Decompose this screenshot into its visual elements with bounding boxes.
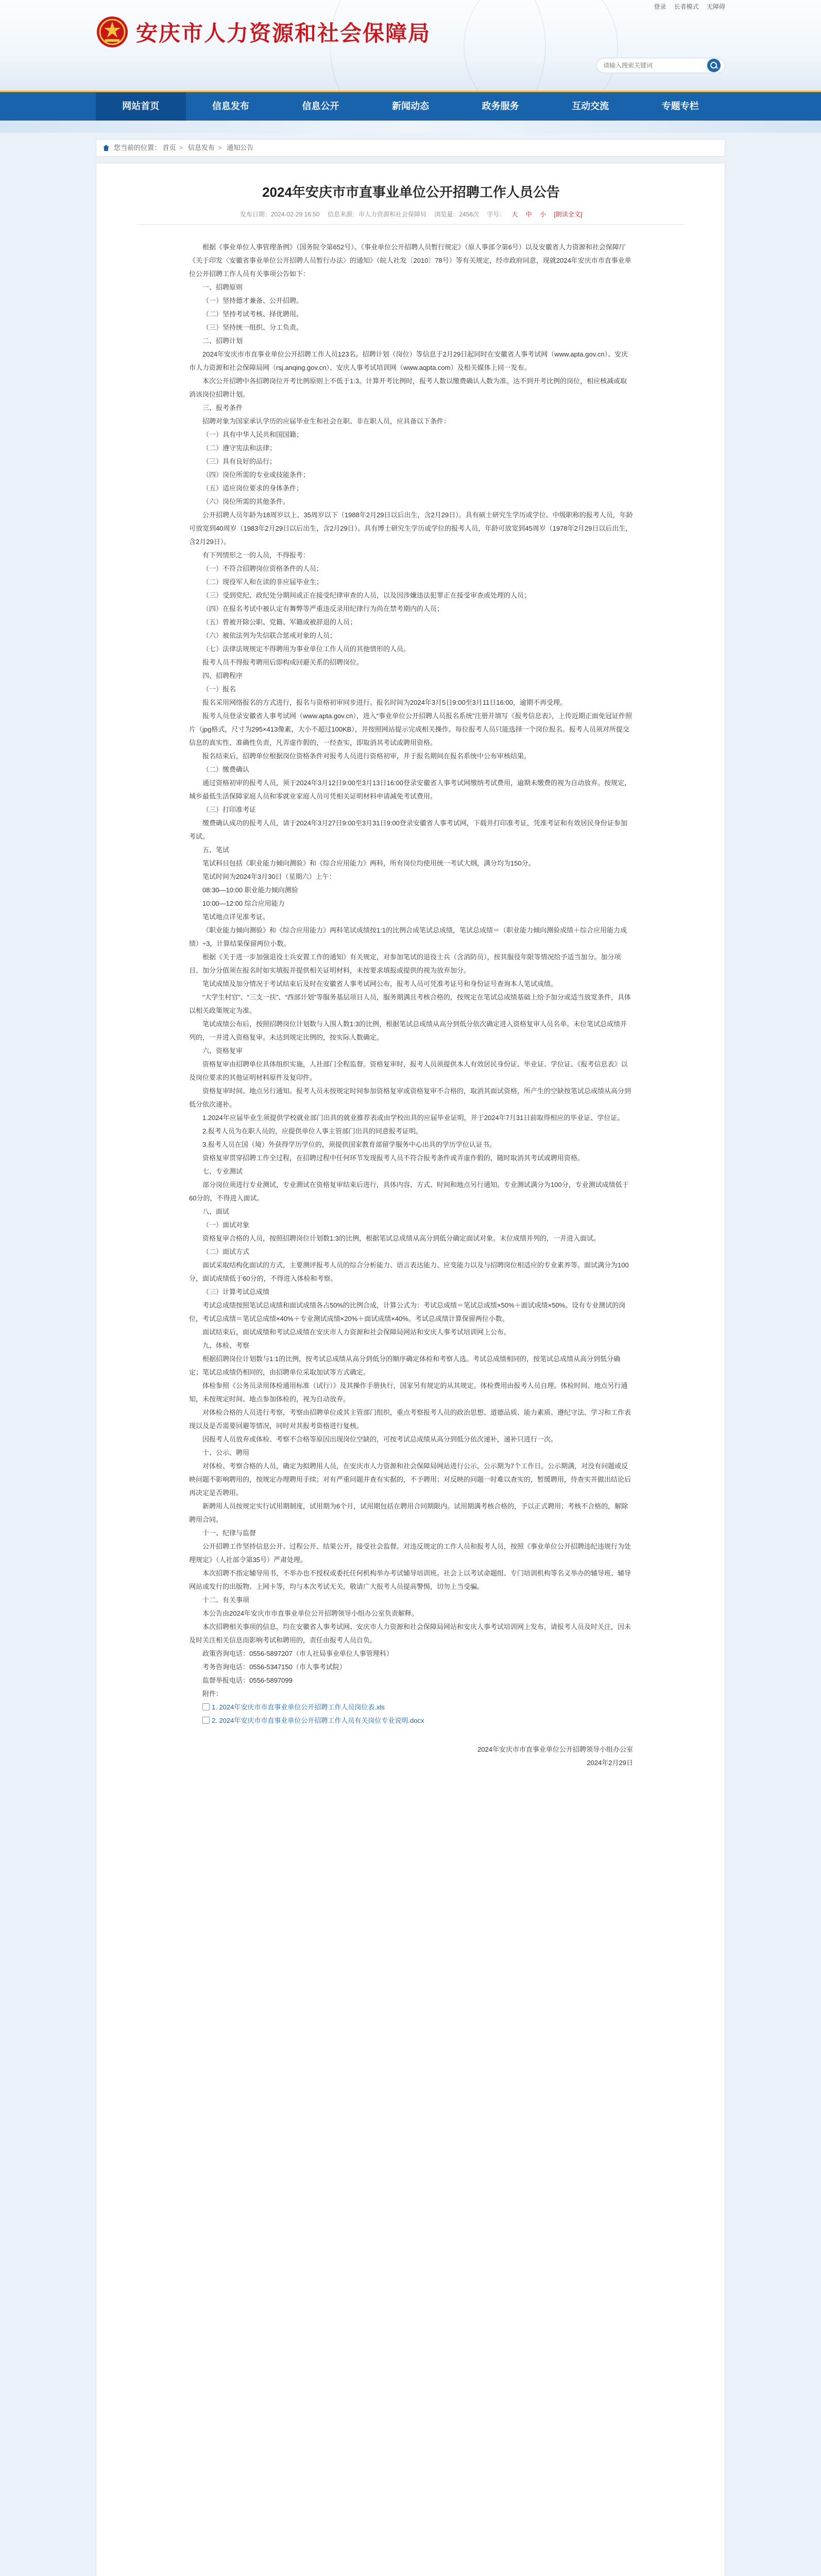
article-paragraph: 2.报考人员为在职人员的，应提供单位人事主管部门出具的同意报考证明。 bbox=[202, 1127, 422, 1135]
article-paragraph: 1.2024年应届毕业生须提供学校就业部门出具的就业推荐表或由学校出具的应届毕业证明，并于2024年7月31日前取得相应的毕业证、学位证。 bbox=[202, 1114, 624, 1122]
search-input[interactable] bbox=[597, 58, 705, 73]
home-icon bbox=[102, 144, 110, 151]
article-paragraph: 本次公开招聘中各招聘岗位开考比例原则上不低于1:3。计算开考比例时，报考人数以缴费确认人数为准。达不到开考比例的岗位，相应核减或取消该岗位招聘计划。 bbox=[189, 377, 627, 398]
article-paragraph: （三）具有良好的品行； bbox=[202, 457, 277, 465]
article-paragraph: （二）现役军人和在读的非应届毕业生； bbox=[202, 578, 323, 586]
nav-home[interactable]: 网站首页 bbox=[96, 92, 186, 122]
top-links bbox=[647, 2, 725, 11]
view-count: 浏览量：2456次 bbox=[434, 211, 480, 218]
breadcrumb-info-release[interactable]: 信息发布 bbox=[187, 144, 215, 151]
article-body bbox=[189, 241, 633, 1727]
article-paragraph: （三）计算考试总成绩 bbox=[202, 1288, 270, 1296]
breadcrumb: 您当前的位置： 首页 > 信息发布 > 通知公告 bbox=[96, 139, 725, 157]
article-paragraph: 通过资格初审的报考人员，须于2024年3月12日9:00至3月13日16:00登录安徽省人事考试网缴纳考试费用，逾期未缴费的视为自动放弃。按规定，城乡最低生活保障家庭人员和零就业家庭人员可凭相关证明材料申请减免考试费用。 bbox=[189, 779, 631, 800]
nav-interaction[interactable]: 互动交流 bbox=[572, 101, 609, 111]
article-paragraph: （二）坚持考试考核、择优聘用。 bbox=[202, 310, 303, 318]
read-aloud-button[interactable]: [朗读全文] bbox=[554, 211, 583, 218]
article-paragraph: 对体检合格的人员进行考察，考察由招聘单位或其主管部门组织，重点考察报考人员的政治思想、道德品质、能力素质、遵纪守法、学习和工作表现以及是否需要回避等情况，同时对其报考资格进行复核。 bbox=[189, 1409, 631, 1430]
article-paragraph: （一）具有中华人民共和国国籍； bbox=[202, 431, 303, 438]
article-paragraph: 报名采用网络报名的方式进行，报名与资格初审同步进行。报名时间为2024年3月5日9:00至3月11日16:00，逾期不再受理。 bbox=[202, 699, 567, 706]
attachment-label[interactable]: 1. 2024年安庆市市直事业单位公开招聘工作人员岗位表.xls bbox=[212, 1703, 385, 1711]
article-paragraph: （三）打印准考证 bbox=[202, 806, 256, 814]
article-paragraph: 根据《关于进一步加强退役士兵安置工作的通知》有关规定，对参加笔试的退役士兵（含消防员），按其服役年限等情况给予适当加分。加分项目、加分分值须在报名时如实填报并提供相关证明材料，未按要求填报或提供的视为放弃加分。 bbox=[189, 953, 621, 974]
article-paragraph: 公开招聘工作坚持信息公开、过程公开、结果公开，接受社会监督。对违反规定的工作人员和报考人员，按照《事业单位公开招聘违纪违规行为处理规定》（人社部令第35号）严肃处理。 bbox=[189, 1543, 631, 1564]
article-paragraph: 本次招聘不指定辅导用书，不举办也不授权或委托任何机构举办考试辅导培训班。社会上以考试命题组、专门培训机构等名义举办的辅导班、辅导网站或发行的出版物、上网卡等，均与本次考试无关，敬请广大报考人员提高警惕，切勿上当受骗。 bbox=[189, 1569, 631, 1590]
article-paragraph: 考试总成绩按照笔试总成绩和面试成绩各占50%的比例合成，计算公式为：考试总成绩＝笔试总成绩×50%＋面试成绩×50%。设有专业测试的岗位，考试总成绩＝笔试总成绩×40%＋专业测试成绩×20%＋面试成绩×40%。考试总成绩计算保留两位小数。 bbox=[189, 1301, 626, 1323]
nav-services[interactable]: 政务服务 bbox=[482, 101, 519, 111]
article-paragraph: （五）曾被开除公职、党籍、军籍或被辞退的人员； bbox=[202, 618, 357, 626]
article-paragraph: 六、资格复审 bbox=[202, 1047, 243, 1055]
article-paragraph: 2024年安庆市市直事业单位公开招聘工作人员123名。招聘计划（岗位）等信息于2月29日起同时在安徽省人事考试网（www.apta.gov.cn）、安庆市人力资源和社会保障局网（rsj.anqing.gov.cn）、安庆人事考试培训网（www.aqpta.com）及相关媒体上同一发布。 bbox=[189, 350, 628, 371]
breadcrumb-home[interactable]: 首页 bbox=[162, 144, 176, 151]
article-paragraph: 新聘用人员按规定实行试用期制度，试用期为6个月，试用期包括在聘用合同期限内。试用期满考核合格的，予以正式聘用；考核不合格的，解除聘用合同。 bbox=[189, 1502, 628, 1523]
article-paragraph: 十二、有关事项 bbox=[202, 1596, 250, 1604]
article-paragraph: 3.报考人员在国（境）外获得学历学位的，须提供国家教育部留学服务中心出具的学历学位认证书。 bbox=[202, 1141, 496, 1148]
article-signature bbox=[189, 1743, 633, 1770]
article-paragraph: （三）坚持统一组织、分工负责。 bbox=[202, 324, 303, 331]
article-paragraph: 五、笔试 bbox=[202, 846, 230, 854]
info-source: 信息来源：市人力资源和社会保障局 bbox=[327, 211, 426, 218]
site-logo[interactable] bbox=[96, 15, 431, 48]
article-paragraph: 体检参照《公务员录用体检通用标准（试行）》及其操作手册执行，国家另有规定的从其规定。体检费用由报考人员自理。体检时间、地点另行通知，未按规定时间、地点参加体检的，视为自动放弃。 bbox=[189, 1382, 628, 1403]
search-icon[interactable] bbox=[707, 59, 721, 72]
national-emblem-icon bbox=[96, 15, 129, 48]
article-paragraph: 笔试地点详见准考证。 bbox=[202, 913, 270, 921]
article-paragraph: 考务咨询电话：0556-5347150（市人事考试院） bbox=[202, 1663, 346, 1671]
article-paragraph: （一）面试对象 bbox=[202, 1221, 250, 1229]
article-paragraph: 有下列情形之一的人员，不得报考： bbox=[202, 551, 310, 559]
article-meta bbox=[96, 210, 726, 218]
article-paragraph: （五）适应岗位要求的身体条件； bbox=[202, 484, 303, 492]
article-paragraph: （一）不符合招聘岗位资格条件的人员； bbox=[202, 565, 323, 572]
attachment-icon bbox=[202, 1703, 210, 1710]
article-paragraph: 一、招聘原则 bbox=[202, 283, 243, 291]
publish-date: 发布日期：2024-02-29 16:50 bbox=[240, 211, 320, 218]
article-paragraph: 七、专业测试 bbox=[202, 1167, 243, 1175]
article-paragraph: 缴费确认成功的报考人员，请于2024年3月27日9:00至3月31日9:00登录安徽省人事考试网，下载并打印准考证，凭准考证和有效居民身份证参加考试。 bbox=[189, 819, 627, 840]
font-size-small[interactable]: 小 bbox=[540, 211, 546, 218]
article-paragraph: （七）法律法规规定不得聘用为事业单位工作人员的其他情形的人员。 bbox=[202, 645, 410, 653]
article-paragraph: 报名结束后，招聘单位根据岗位资格条件对报考人员进行资格初审，并于报名期间在报名系统中公布审核结果。 bbox=[202, 752, 531, 760]
article-paragraph: （六）被依法列为失信联合惩戒对象的人员； bbox=[202, 632, 337, 639]
article-paragraph: 根据招聘岗位计划数与1:1的比例，按考试总成绩从高分到低分的顺序确定体检和考察人选。考试总成绩相同的，按笔试总成绩从高分到低分确定；笔试总成绩仍相同的，由招聘单位采取加试等方式确定。 bbox=[189, 1355, 621, 1376]
article-paragraph: 面试采取结构化面试的方式，主要测评报考人员的综合分析能力、语言表达能力、应变能力以及与招聘岗位相适应的专业素养等。面试满分为100分，面试成绩低于60分的，不得进入体检和考察。 bbox=[189, 1261, 629, 1282]
nav-special-topics[interactable]: 专题专栏 bbox=[661, 101, 699, 111]
attachment-label[interactable]: 2. 2024年安庆市市直事业单位公开招聘工作人员有关岗位专业说明.docx bbox=[212, 1717, 424, 1724]
nav-news[interactable]: 新闻动态 bbox=[392, 101, 430, 111]
article-paragraph: 10:00—12:00 综合应用能力 bbox=[202, 900, 285, 907]
attachment-icon bbox=[202, 1717, 210, 1724]
article-paragraph: （二）遵守宪法和法律； bbox=[202, 444, 277, 452]
article-paragraph: 08:30—10:00 职业能力倾向测验 bbox=[202, 886, 298, 894]
attachment-link[interactable] bbox=[189, 1701, 633, 1714]
article-paragraph: 三、报考条件 bbox=[202, 404, 243, 412]
article-paragraph: 本公告由2024年安庆市市直事业单位公开招聘领导小组办公室负责解释。 bbox=[202, 1609, 418, 1617]
article-paragraph: 十、公示、聘用 bbox=[202, 1449, 250, 1456]
site-header bbox=[0, 0, 821, 91]
article-paragraph: 因报考人员放弃或体检、考察不合格等原因出现岗位空缺的，可按考试总成绩从高分到低分依次递补，递补只进行一次。 bbox=[202, 1435, 558, 1443]
nav-info-disclosure[interactable]: 信息公开 bbox=[302, 101, 339, 111]
article-paragraph: 对体检、考察合格的人员，确定为拟聘用人员，在安庆市人力资源和社会保障局网站进行公示，公示期为7个工作日。公示期满，对没有问题或反映问题不影响聘用的，按规定办理聘用手续；对有严重问题并查有实据的，不予聘用；对反映的问题一时难以查实的，暂缓聘用，待查实并做出结论后再决定是否聘用。 bbox=[189, 1462, 631, 1497]
article-paragraph: 资格复审合格的人员，按照招聘岗位计划数1:3的比例，根据笔试总成绩从高分到低分确定面试对象。末位成绩并列的，一并进入面试。 bbox=[202, 1234, 601, 1242]
article-paragraph: 招聘对象为国家承认学历的应届毕业生和社会在职、非在职人员，应具备以下条件： bbox=[202, 417, 451, 425]
article-paragraph: 九、体检、考察 bbox=[202, 1342, 250, 1349]
article-paragraph: （一）报名 bbox=[202, 685, 236, 693]
article-paragraph: 《职业能力倾向测验》和《综合应用能力》两科笔试成绩按1:1的比例合成笔试总成绩，笔试总成绩＝（职业能力倾向测验成绩＋综合应用能力成绩）÷3，计算结果保留两位小数。 bbox=[189, 926, 627, 947]
article-paragraph: 监督举报电话：0556-5897099 bbox=[202, 1676, 293, 1684]
article-paragraph: 二、招聘计划 bbox=[202, 337, 243, 345]
header-watermark bbox=[464, 0, 618, 91]
article-paragraph: 本次招聘相关事项的信息，均在安徽省人事考试网、安庆市人力资源和社会保障局网站和安庆人事考试培训网上发布，请报考人员及时关注，因未及时关注相关信息而影响考试和聘用的，责任由报考人员自负。 bbox=[189, 1623, 631, 1644]
article-paragraph: 政策咨询电话：0556-5897207（市人社局事业单位人事管理科） bbox=[202, 1650, 393, 1657]
breadcrumb-notices[interactable]: 通知公告 bbox=[227, 144, 254, 151]
article-paragraph: 报考人员登录安徽省人事考试网（www.apta.gov.cn），进入“事业单位公开招聘人员报名系统”注册并填写《报考信息表》，上传近期正面免冠证件照片（jpg格式，尺寸为295×413像素，大小不超过100KB），并按照网站提示完成相关操作。每位报考人员只能选择一个岗位报名。报考人员须对所提交信息的真实性、准确性负责，凡弄虚作假的，一经查实，即取消其考试或聘用资格。 bbox=[189, 712, 632, 747]
article-paragraph: 笔试成绩及加分情况于考试结束后及时在安徽省人事考试网公布，报考人员可凭准考证号和身份证号查询本人笔试成绩。 bbox=[202, 980, 558, 988]
article-paragraph: 资格复审时间、地点另行通知。报考人员未按规定时间参加资格复审或资格复审不合格的，取消其面试资格，所产生的空缺按笔试总成绩从高分到低分依次递补。 bbox=[189, 1087, 631, 1108]
banner-strip bbox=[0, 121, 821, 133]
font-size-label: 字号： bbox=[487, 211, 506, 218]
login-link[interactable]: 登录 bbox=[654, 3, 666, 10]
article-paragraph: 资格复审贯穿招聘工作全过程，在招聘过程中任何环节发现报考人员不符合报考条件或弄虚作假的，随时取消其考试或聘用资格。 bbox=[202, 1154, 585, 1162]
article-paragraph: （一）坚持德才兼备、公开招聘。 bbox=[202, 297, 303, 304]
article-paragraph: 八、面试 bbox=[202, 1208, 230, 1215]
article-paragraph: 面试结束后，面试成绩和考试总成绩在安庆市人力资源和社会保障局网站和安庆人事考试培训网上公布。 bbox=[202, 1328, 511, 1336]
article-paragraph: （三）受到党纪、政纪处分期间或正在接受纪律审查的人员，以及因涉嫌违法犯罪正在接受审查或处理的人员； bbox=[202, 591, 531, 599]
article-paragraph: 部分岗位须进行专业测试，专业测试在资格复审结束后进行，具体内容、方式、时间和地点另行通知。专业测试满分为100分，专业测试成绩低于60分的，不得进入面试。 bbox=[189, 1181, 629, 1202]
article-paragraph: （六）岗位所需的其他条件。 bbox=[202, 498, 290, 505]
site-title: 安庆市人力资源和社会保障局 bbox=[136, 21, 431, 46]
font-size-large[interactable]: 大 bbox=[511, 211, 518, 218]
sign-date: 2024年2月29日 bbox=[587, 1759, 633, 1767]
article-paragraph: 笔试科目包括《职业能力倾向测验》和《综合应用能力》两科，所有岗位均使用统一考试大纲，满分均为150分。 bbox=[202, 859, 535, 867]
meta-divider bbox=[138, 224, 685, 225]
article-paragraph: （二）缴费确认 bbox=[202, 766, 250, 773]
main-nav bbox=[0, 91, 821, 121]
article-paragraph: “大学生村官”、“三支一扶”、“西部计划”等服务基层项目人员，服务期满且考核合格的，按规定在笔试总成绩基础上给予加分或适当放宽条件，具体以相关政策规定为准。 bbox=[189, 993, 631, 1014]
article-paragraph: 根据《事业单位人事管理条例》（国务院令第652号）、《事业单位公开招聘人员暂行规定》（原人事部令第6号）以及安徽省人力资源和社会保障厅《关于印发〈安徽省事业单位公开招聘人员暂行办法〉的通知》（皖人社发〔2010〕78号）等有关规定，经市政府同意，现就2024年安庆市市直事业单位公开招聘工作人员有关事项公告如下： bbox=[189, 243, 631, 278]
article-paragraph: 公开招聘人员年龄为18周岁以上、35周岁以下（1988年2月29日以后出生，含2月29日）。具有硕士研究生学历或学位、中级职称的报考人员，年龄可放宽到40周岁（1983年2月29日以后出生，含2月29日）。具有博士研究生学历或学位的报考人员，年龄可放宽到45周岁（1978年2月29日以后出生，含2月29日）。 bbox=[189, 511, 633, 546]
article-paragraph: （二）面试方式 bbox=[202, 1248, 250, 1256]
font-size-medium[interactable]: 中 bbox=[525, 211, 532, 218]
article-paragraph: 十一、纪律与监督 bbox=[202, 1529, 256, 1537]
article-paragraph: 附件： bbox=[202, 1690, 223, 1698]
article-paragraph: 四、招聘程序 bbox=[202, 672, 243, 680]
elder-mode-link[interactable]: 长者模式 bbox=[674, 3, 699, 10]
article-paragraph: 笔试成绩公布后，按照招聘岗位计划数与入围人数1:3的比例，根据笔试总成绩从高分到低分依次确定进入资格复审人员名单。末位笔试总成绩并列的，一并进入资格复审。未达到规定比例的，按实际人数确定。 bbox=[189, 1020, 627, 1041]
nav-info-release[interactable]: 信息发布 bbox=[212, 101, 249, 111]
sign-org: 2024年安庆市市直事业单位公开招聘领导小组办公室 bbox=[477, 1745, 633, 1753]
article-title: 2024年安庆市市直事业单位公开招聘工作人员公告 bbox=[262, 184, 560, 200]
article-paragraph: （四）岗位所需的专业或技能条件； bbox=[202, 471, 310, 479]
article-container bbox=[96, 163, 725, 2576]
accessibility-link[interactable]: 无障碍 bbox=[706, 3, 725, 10]
article-paragraph: （四）在报名考试中被认定有舞弊等严重违反录用纪律行为尚在禁考期内的人员； bbox=[202, 605, 444, 613]
article-paragraph: 资格复审由招聘单位具体组织实施，人社部门全程监督。资格复审时，报考人员须提供本人有效居民身份证、毕业证、学位证、《报考信息表》以及岗位要求的其他证明材料原件及复印件。 bbox=[189, 1060, 628, 1081]
article-paragraph: 笔试时间为2024年3月30日（星期六）上午： bbox=[202, 873, 336, 880]
search-box bbox=[596, 58, 725, 73]
breadcrumb-prefix: 您当前的位置： bbox=[114, 144, 161, 151]
attachment-link[interactable] bbox=[189, 1714, 633, 1727]
article-paragraph: 报考人员不得报考聘用后即构成回避关系的招聘岗位。 bbox=[202, 658, 364, 666]
